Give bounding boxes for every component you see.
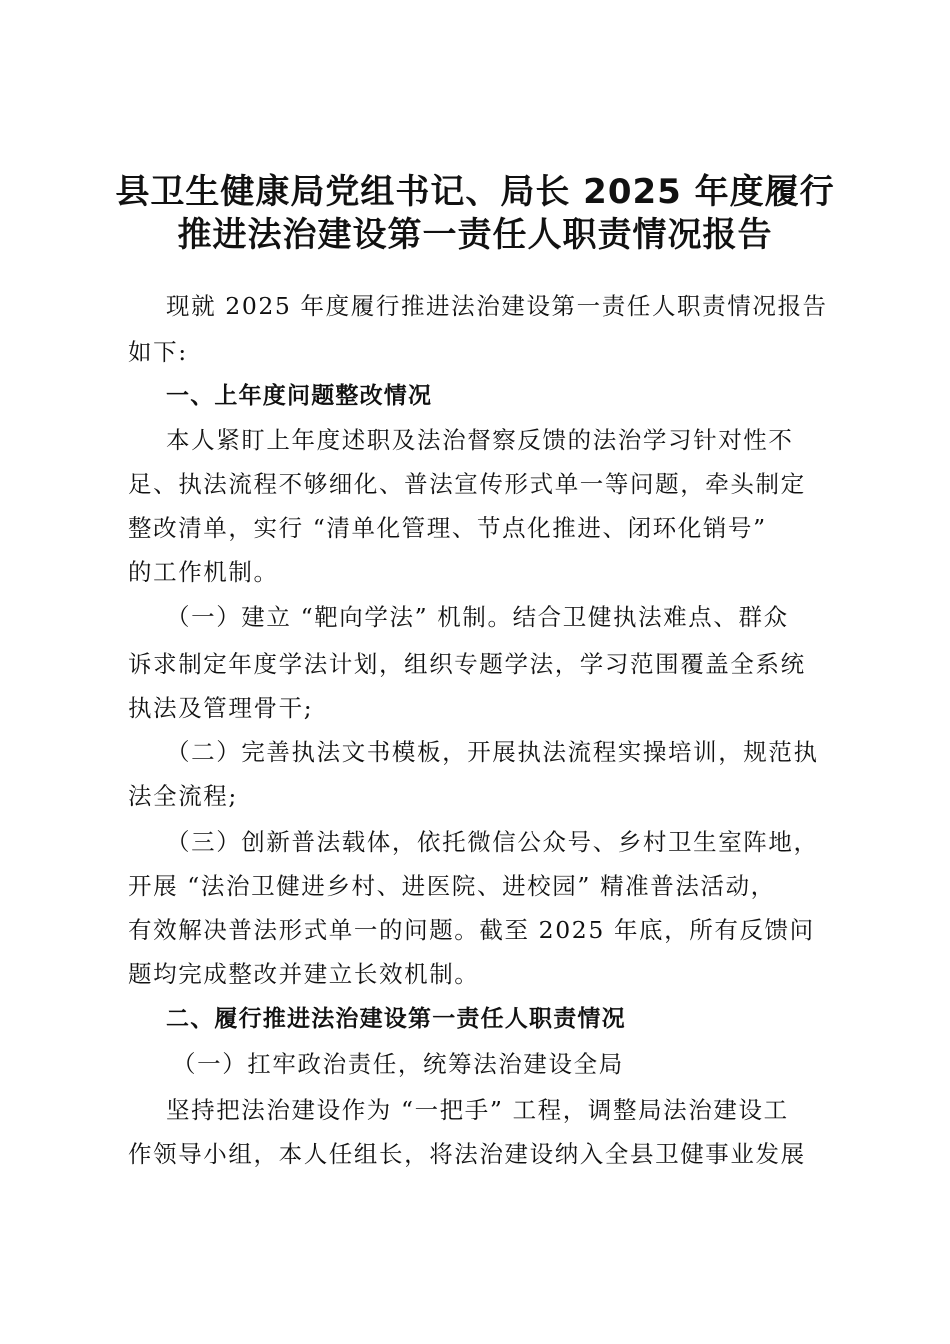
section1-item1-line-3: 执法及管理骨干; [128, 694, 314, 722]
section2-para1-line-2: 作领导小组，本人任组长，将法治建设纳入全县卫健事业发展 [128, 1140, 806, 1168]
section1-item3-line-4: 题均完成整改并建立长效机制。 [128, 960, 480, 988]
section1-item1-line-2: 诉求制定年度学法计划，组织专题学法，学习范围覆盖全系统 [128, 650, 806, 678]
document-title-line-1: 县卫生健康局党组书记、局长 2025 年度履行 [115, 172, 835, 212]
document-title-line-2: 推进法治建设第一责任人职责情况报告 [177, 215, 773, 255]
section1-para1-line-1: 本人紧盯上年度述职及法治督察反馈的法治学习针对性不 [166, 426, 794, 454]
section1-para1-line-3: 整改清单，实行 “清单化管理、节点化推进、闭环化销号” [128, 514, 767, 542]
section1-para1-line-2: 足、执法流程不够细化、普法宣传形式单一等问题，牵头制定 [128, 470, 806, 498]
section2-para1-line-1: 坚持把法治建设作为 “一把手” 工程，调整局法治建设工 [166, 1096, 789, 1124]
section1-item3-line-2: 开展 “法治卫健进乡村、进医院、进校园” 精准普法活动， [128, 872, 776, 900]
intro-line-2: 如下: [128, 338, 188, 366]
section2-subheading: （一）扛牢政治责任，统筹法治建设全局 [172, 1050, 624, 1078]
section1-item3-line-1: （三）创新普法载体，依托微信公众号、乡村卫生室阵地， [166, 828, 819, 856]
section1-item3-line-3: 有效解决普法形式单一的问题。截至 2025 年底，所有反馈问 [128, 916, 815, 944]
section1-item1-line-1: （一）建立 “靶向学法” 机制。结合卫健执法难点、群众 [166, 603, 789, 631]
section1-para1-line-4: 的工作机制。 [128, 558, 279, 586]
section2-heading: 二、履行推进法治建设第一责任人职责情况 [166, 1006, 626, 1032]
section1-item2-line-2: 法全流程; [128, 782, 238, 810]
section1-heading: 一、上年度问题整改情况 [166, 383, 433, 409]
section1-item2-line-1: （二）完善执法文书模板，开展执法流程实操培训，规范执 [166, 738, 819, 766]
intro-line-1: 现就 2025 年度履行推进法治建设第一责任人职责情况报告 [166, 292, 828, 320]
